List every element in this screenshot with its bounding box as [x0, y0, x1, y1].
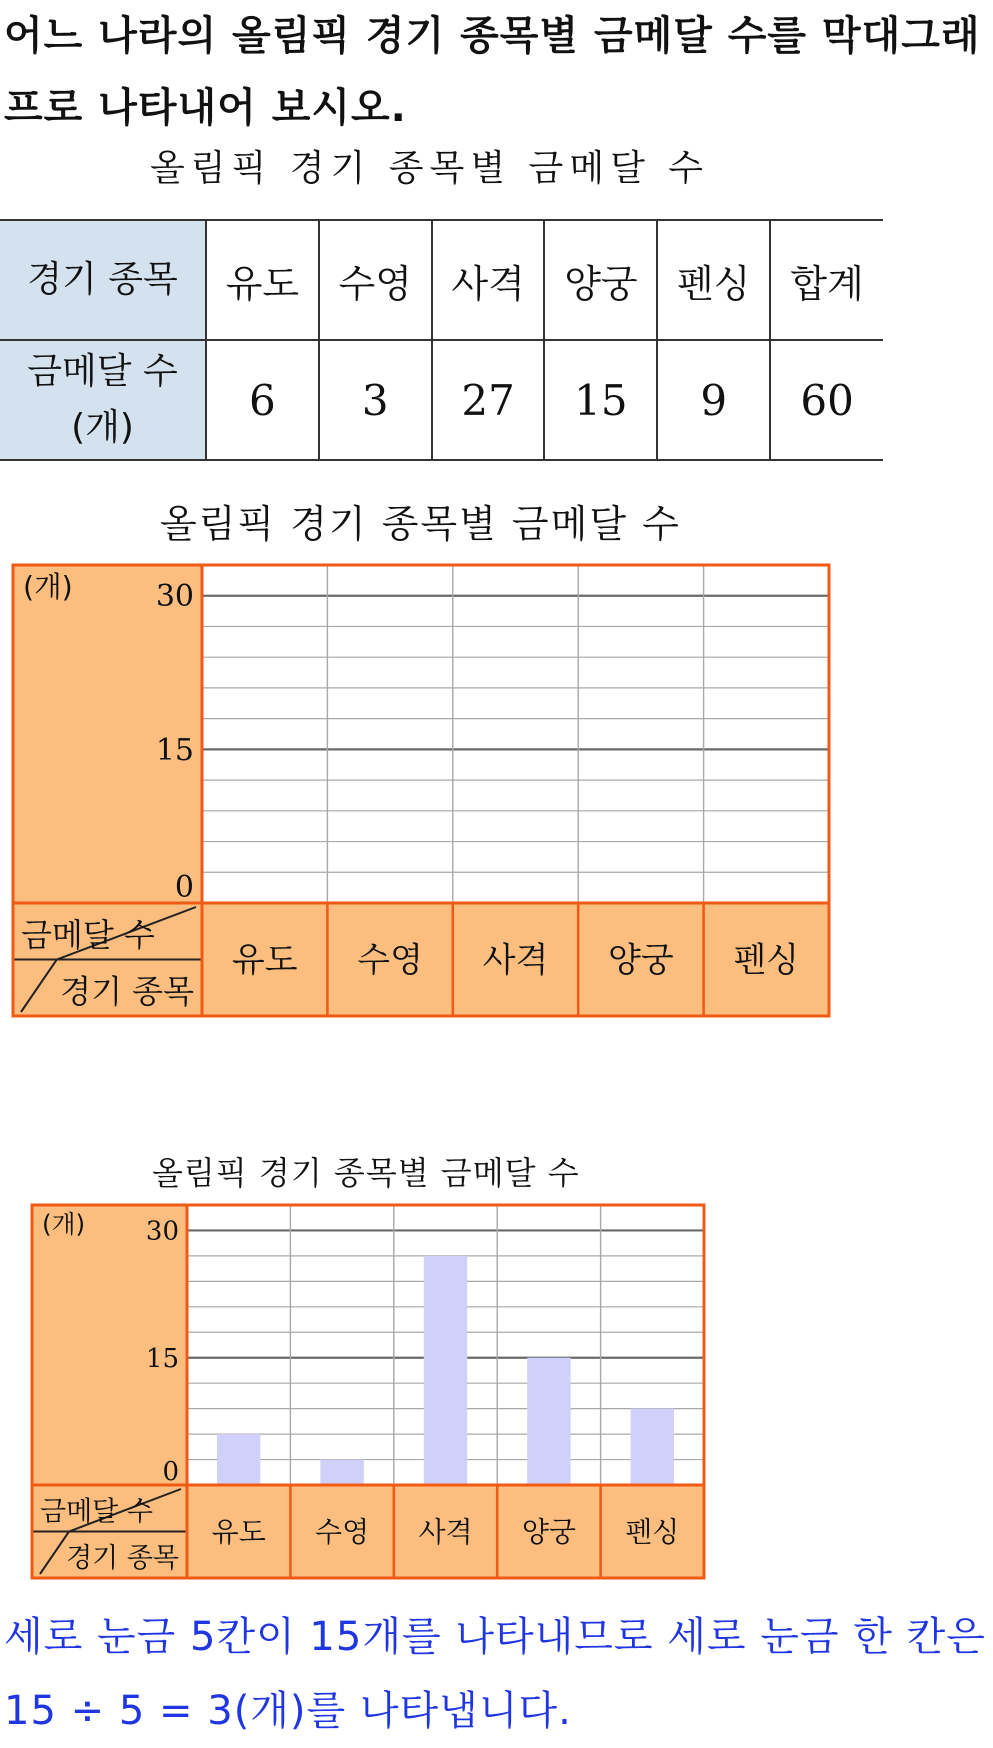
corner-label-bottom: 경기 종목 [66, 1542, 179, 1574]
corner-label-top: 금메달 수 [21, 915, 155, 954]
category-label: 수영 [315, 1515, 370, 1549]
empty-graph-title: 올림픽 경기 종목별 금메달 수 [160, 502, 681, 546]
table-value-cell: 27 [432, 340, 545, 460]
category-label: 펜싱 [625, 1515, 680, 1549]
y-tick-label: 15 [145, 1343, 179, 1374]
bar-유도 [217, 1434, 260, 1485]
table-row-label: 금메달 수(개) [0, 340, 206, 460]
category-label: 유도 [211, 1515, 266, 1549]
chart-title: 올림픽 경기 종목별 금메달 수 [152, 1154, 580, 1192]
table-header-cell: 펜싱 [657, 220, 770, 340]
table-value-cell: 15 [544, 340, 657, 460]
y-unit-label: (개) [42, 1209, 86, 1239]
question-text: 어느 나라의 올림픽 경기 종목별 금메달 수를 막대그래프로 나타내어 보시오. [4, 13, 981, 131]
y-tick-label: 0 [174, 870, 194, 905]
table-title: 올림픽 경기 종목별 금메달 수 [150, 148, 710, 189]
category-label: 수영 [357, 940, 423, 981]
explanation-text: 세로 눈금 5칸이 15개를 나타내므로 세로 눈금 한 칸은 15 ÷ 5 = 3(개)를 나타냅니다. [4, 1614, 986, 1734]
y-unit-label: (개) [23, 570, 73, 604]
table-value-cell: 6 [206, 340, 319, 460]
category-label: 양궁 [521, 1515, 576, 1549]
table-value-cell: 3 [319, 340, 432, 460]
corner-label-top: 금메달 수 [40, 1496, 153, 1528]
category-label: 펜싱 [733, 940, 800, 981]
category-label: 사격 [418, 1515, 473, 1549]
table-header-cell: 사격 [432, 220, 545, 340]
bar-수영 [320, 1460, 363, 1485]
y-tick-label: 30 [155, 579, 194, 615]
bar-양궁 [527, 1358, 570, 1485]
table-header-label: 경기 종목 [0, 220, 206, 340]
table-value-cell: 60 [770, 340, 883, 460]
bar-사격 [424, 1256, 467, 1485]
bar-펜싱 [631, 1409, 674, 1485]
y-tick-label: 30 [145, 1216, 179, 1247]
category-label: 유도 [231, 940, 298, 981]
table-header-cell: 유도 [206, 220, 319, 340]
corner-label-bottom: 경기 종목 [60, 972, 194, 1011]
y-tick-label: 0 [162, 1456, 179, 1487]
table-value-cell: 9 [657, 340, 770, 460]
table-header-cell: 양궁 [544, 220, 657, 340]
category-label: 사격 [482, 940, 549, 981]
y-tick-label: 15 [155, 732, 194, 768]
table-header-cell: 합계 [770, 220, 883, 340]
table-header-cell: 수영 [319, 220, 432, 340]
category-label: 양궁 [608, 940, 674, 981]
